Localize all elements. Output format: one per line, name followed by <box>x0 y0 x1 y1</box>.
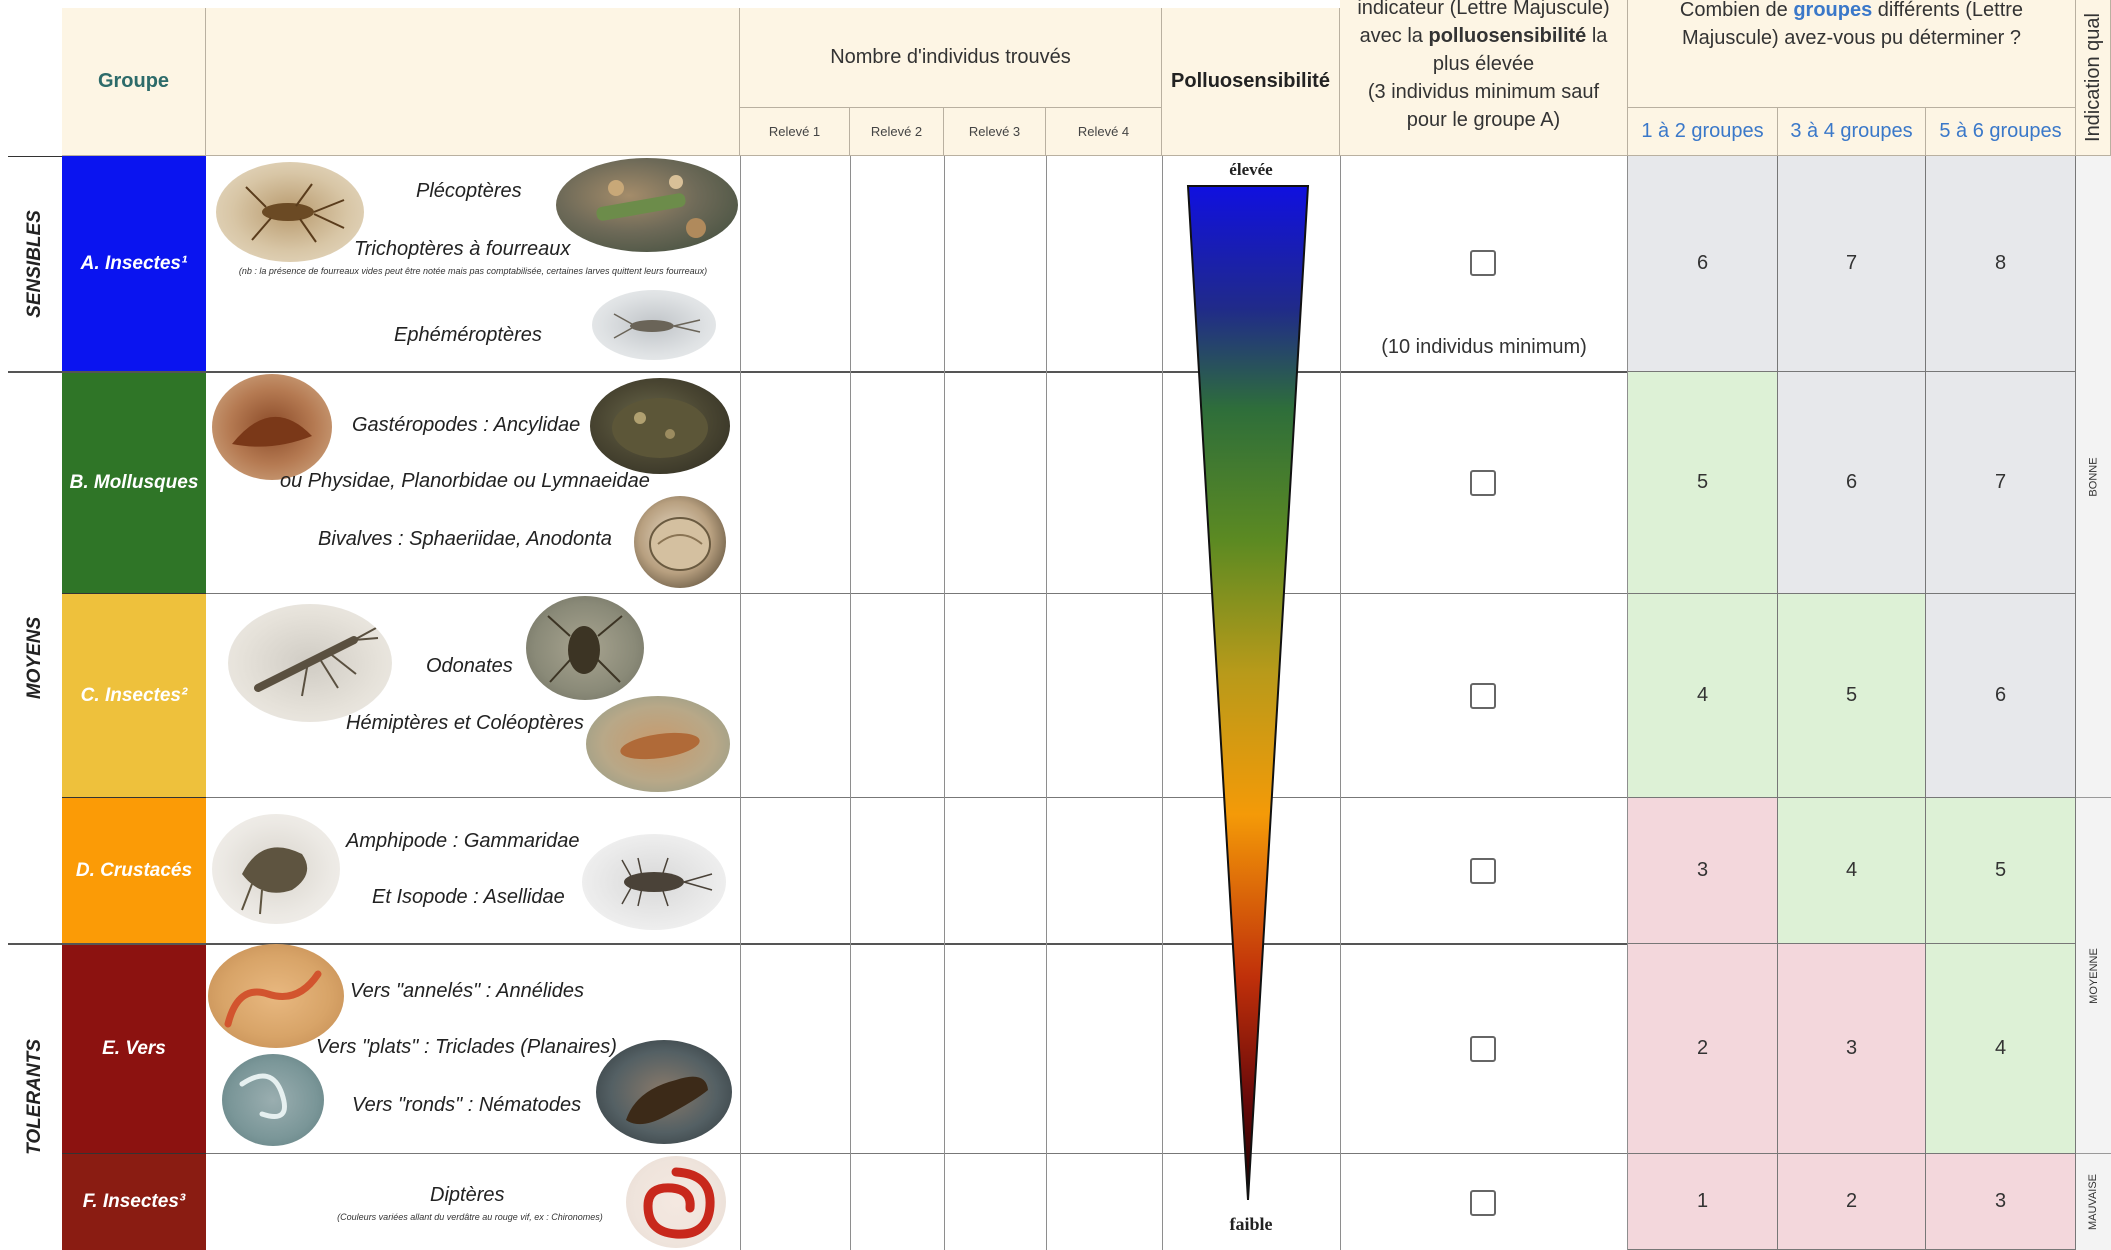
checkbox-group-e[interactable] <box>1470 1036 1496 1062</box>
header-combien-c: différents (Lettre <box>1872 0 2024 21</box>
header-combien-line2: Majuscule) avez-vous pu déterminer ? <box>1681 27 2022 49</box>
header-blank-cell <box>206 8 740 156</box>
taxon-amphipode: Amphipode : Gammaridae <box>346 830 580 852</box>
score-c-1: 4 <box>1628 594 1778 798</box>
category-tolerants-label: TOLERANTS <box>24 1039 46 1155</box>
planarian-icon <box>596 1040 732 1144</box>
group-c-label: C. Insectes² <box>80 684 188 706</box>
gradient-bottom-label: faible <box>1229 1214 1273 1234</box>
nematode-icon <box>222 1054 324 1146</box>
score-b-1: 5 <box>1628 372 1778 594</box>
category-sensibles <box>8 156 62 372</box>
category-moyens <box>8 372 62 944</box>
quality-mauvaise <box>2076 1154 2111 1250</box>
header-combien-cell <box>1628 0 2076 108</box>
row-divider-bc <box>206 593 1628 594</box>
header-col-groups-2 <box>1778 108 1926 156</box>
group-cell-e <box>62 944 206 1154</box>
group-cell-a <box>62 156 206 372</box>
header-nombre: Nombre d'individus trouvés <box>830 46 1071 68</box>
physidae-photo <box>590 378 730 474</box>
col-divider-6 <box>1340 156 1341 1250</box>
score-a-2: 7 <box>1778 156 1926 372</box>
gammaridae-photo <box>212 814 340 924</box>
taxon-physidae: ou Physidae, Planorbidae ou Lymnaeidae <box>280 470 650 492</box>
header-polluo: Polluosensibilité <box>1171 70 1330 92</box>
taxon-odonates: Odonates <box>426 655 513 677</box>
score-b-2: 6 <box>1778 372 1926 594</box>
header-groupe: Groupe <box>97 70 170 92</box>
row-divider-de <box>8 943 1628 945</box>
taxon-trichopteres: Trichoptères à fourreaux <box>354 238 571 260</box>
asellus-icon <box>582 834 726 930</box>
score-c-3: 6 <box>1926 594 2076 798</box>
taxon-annelides: Vers "annelés" : Annélides <box>350 980 584 1002</box>
header-groupe-cell <box>62 8 206 156</box>
score-f-1: 1 <box>1628 1154 1778 1250</box>
header-indicator-cell <box>1340 0 1628 156</box>
taxon-isopode: Et Isopode : Asellidae <box>372 886 565 908</box>
caddisfly-case-icon <box>556 158 738 252</box>
releve-1-label: Relevé 1 <box>768 124 821 139</box>
hemiptera-photo <box>526 596 644 700</box>
taxon-triclades: Vers "plats" : Triclades (Planaires) <box>316 1036 617 1058</box>
coleoptera-photo <box>586 696 730 792</box>
header-indication: Indication qual <box>2081 13 2104 142</box>
col-divider-4 <box>1046 156 1047 1250</box>
header-indicator-line5: pour le groupe A) <box>1406 109 1561 131</box>
category-moyens-label: MOYENS <box>24 616 46 699</box>
score-e-3: 4 <box>1926 944 2076 1154</box>
score-f-2: 2 <box>1778 1154 1926 1250</box>
taxon-hemipteres: Hémiptères et Coléoptères <box>346 712 584 734</box>
stonefly-icon <box>216 162 364 262</box>
releve-4-label: Relevé 4 <box>1077 124 1130 139</box>
asellidae-photo <box>582 834 726 930</box>
score-f-3: 3 <box>1926 1154 2076 1250</box>
group-cell-b <box>62 372 206 594</box>
col-groups-3-label: 5 à 6 groupes <box>1939 120 2062 142</box>
header-nombre-cell <box>740 8 1162 108</box>
header-indicator-line2a: avec la <box>1359 25 1429 47</box>
col-divider-3 <box>944 156 945 1250</box>
annelid-photo <box>208 944 344 1048</box>
group-e-label: E. Vers <box>102 1037 166 1059</box>
category-sensibles-label: SENSIBLES <box>24 210 46 318</box>
quality-moyenne-label: MOYENNE <box>2087 947 2100 1004</box>
quality-bonne <box>2076 156 2111 798</box>
quality-moyenne <box>2076 798 2111 1154</box>
taxon-nematodes: Vers "ronds" : Nématodes <box>352 1094 582 1116</box>
header-releve-4 <box>1046 108 1162 156</box>
header-indicator-line3: plus élevée <box>1432 53 1535 75</box>
col-divider-1 <box>740 156 741 1250</box>
water-bug-icon <box>526 596 644 700</box>
header-combien-b: groupes <box>1793 0 1873 21</box>
gradient-top-label: élevée <box>1229 160 1273 179</box>
beetle-larva-icon <box>586 696 730 792</box>
header-combien-a: Combien de <box>1679 0 1794 21</box>
col-groups-2-label: 3 à 4 groupes <box>1790 120 1913 142</box>
group-cell-c <box>62 594 206 798</box>
score-d-3: 5 <box>1926 798 2076 944</box>
checkbox-group-d[interactable] <box>1470 858 1496 884</box>
score-a-3: 8 <box>1926 156 2076 372</box>
mayfly-larva-icon <box>592 290 716 360</box>
col-groups-1-label: 1 à 2 groupes <box>1641 120 1764 142</box>
score-a-1: 6 <box>1628 156 1778 372</box>
header-polluo-cell <box>1162 8 1340 156</box>
header-indicator-line2c: la <box>1586 25 1608 47</box>
ancylidae-photo <box>212 374 332 480</box>
checkbox-group-b[interactable] <box>1470 470 1496 496</box>
header-indicator-line1: indicateur (Lettre Majuscule) <box>1357 0 1610 19</box>
group-a-label: A. Insectes¹ <box>80 252 188 274</box>
bivalve-photo <box>634 496 726 588</box>
group-f-label: F. Insectes³ <box>82 1191 186 1212</box>
header-col-groups-3 <box>1926 108 2076 156</box>
releve-3-label: Relevé 3 <box>968 124 1021 139</box>
chironomid-photo <box>626 1156 726 1248</box>
taxon-ephemeropteres: Ephéméroptères <box>394 324 542 346</box>
limpet-icon <box>212 374 332 480</box>
clam-icon <box>634 496 726 588</box>
row-divider-cd <box>206 797 1628 798</box>
releve-2-label: Relevé 2 <box>870 124 923 139</box>
category-tolerants <box>8 944 62 1250</box>
taxon-dipteres: Diptères <box>430 1184 505 1206</box>
score-e-1: 2 <box>1628 944 1778 1154</box>
taxon-gasteropodes: Gastéropodes : Ancylidae <box>352 414 581 436</box>
taxon-bivalves: Bivalves : Sphaeriidae, Anodonta <box>318 528 612 550</box>
taxon-f-note: (Couleurs variées allant du verdâtre au rouge vif, ex : Chironomes) <box>337 1212 603 1222</box>
planarian-photo <box>596 1040 732 1144</box>
group-cell-f <box>62 1154 206 1250</box>
bloodworm-icon <box>626 1156 726 1248</box>
header-col-groups-1 <box>1628 108 1778 156</box>
score-d-2: 4 <box>1778 798 1926 944</box>
header-indicator-line2b: polluosensibilité <box>1428 25 1587 47</box>
row-divider-ab <box>8 371 1628 373</box>
score-c-2: 5 <box>1778 594 1926 798</box>
snail-icon <box>590 378 730 474</box>
score-b-3: 7 <box>1926 372 2076 594</box>
group-d-label: D. Crustacés <box>75 859 193 881</box>
plecoptera-photo <box>216 162 364 262</box>
header-releve-3 <box>944 108 1046 156</box>
odonata-larva-photo <box>228 604 392 722</box>
taxon-plecopteres: Plécoptères <box>416 180 522 202</box>
checkbox-group-a[interactable] <box>1470 250 1496 276</box>
col-divider-2 <box>850 156 851 1250</box>
quality-mauvaise-label: MAUVAISE <box>2087 1173 2100 1231</box>
nematode-photo <box>222 1054 324 1146</box>
header-indicator-line4: (3 individus minimum sauf <box>1367 81 1600 103</box>
group-b-label: B. Mollusques <box>69 471 199 493</box>
ephemeroptera-photo <box>592 290 716 360</box>
gammarus-icon <box>212 814 340 924</box>
header-releve-1 <box>740 108 850 156</box>
worm-icon <box>208 944 344 1048</box>
score-e-2: 3 <box>1778 944 1926 1154</box>
checkbox-group-c[interactable] <box>1470 683 1496 709</box>
header-releve-2 <box>850 108 944 156</box>
polluosensibility-gradient <box>1162 180 1340 1210</box>
min-note: (10 individus minimum) <box>1381 336 1587 358</box>
quality-bonne-label: BONNE <box>2087 456 2100 497</box>
score-d-1: 3 <box>1628 798 1778 944</box>
group-cell-d <box>62 798 206 944</box>
taxon-a-note: (nb : la présence de fourreaux vides peut être notée mais pas comptabilisée, certaines larves quittent leurs fourreaux) <box>238 266 708 276</box>
checkbox-group-f[interactable] <box>1470 1190 1496 1216</box>
damselfly-larva-icon <box>228 604 392 722</box>
trichoptera-photo <box>556 158 738 252</box>
row-divider-ef <box>206 1153 1628 1154</box>
header-indication-cell <box>2076 0 2111 156</box>
